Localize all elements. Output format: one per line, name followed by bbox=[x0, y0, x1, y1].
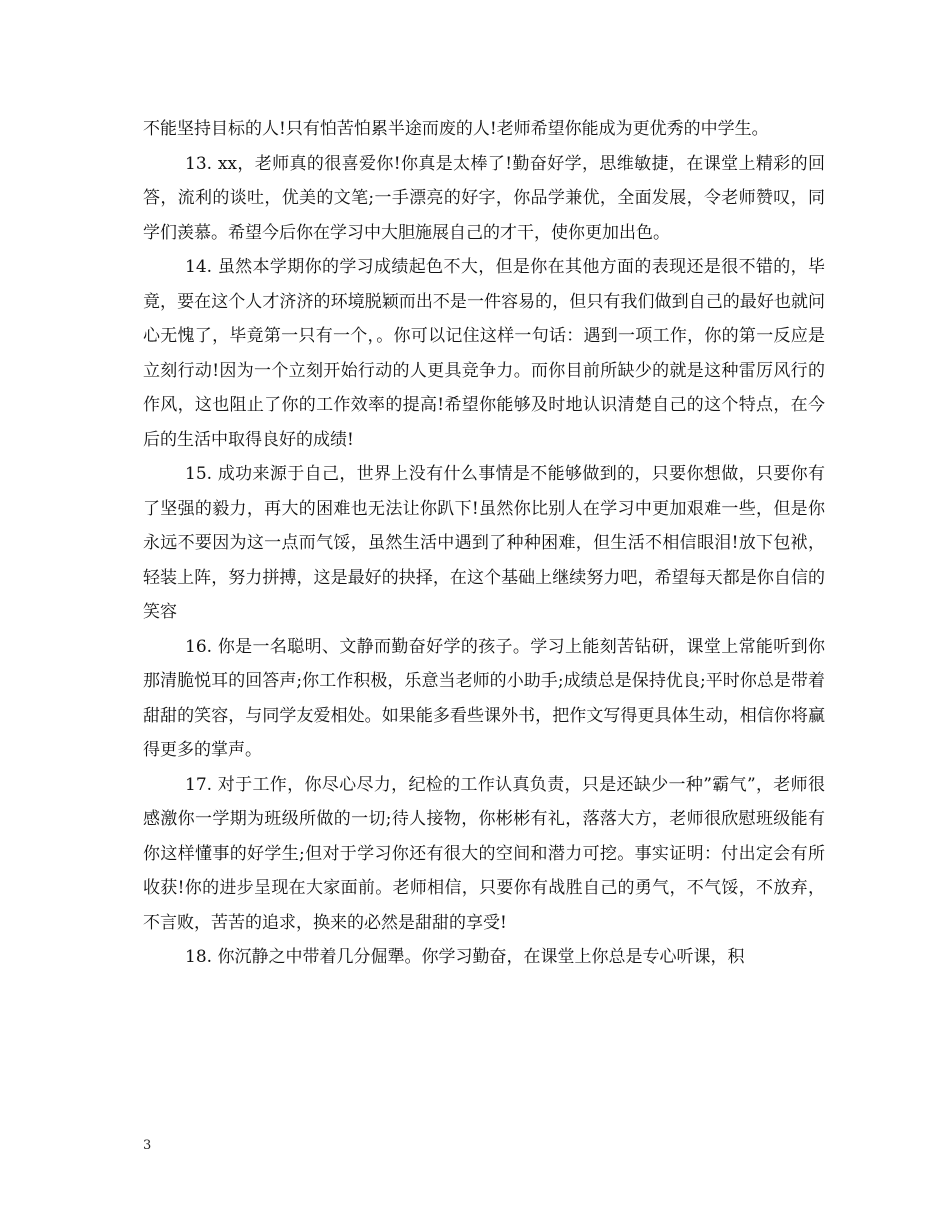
paragraph-18 bbox=[143, 940, 825, 975]
document-body bbox=[143, 112, 825, 975]
paragraph-text: 成功来源于自己，世界上没有什么事情是不能够做到的，只要你想做，只要你有了坚强的毅力，再大的困难也无法让你趴下!虽然你比别人在学习中更加艰难一些，但是你永远不要因为这一点而气馁，虽然生活中遇到了种种困难，但生活不相信眼泪!放下包袱，轻装上阵，努力拼搏，这是最好的抉择，在这个基础上继续努力吧，希望每天都是你自信的笑容 bbox=[143, 464, 825, 622]
paragraph-number: 13. bbox=[185, 153, 218, 174]
paragraph-15 bbox=[143, 457, 825, 630]
paragraph-13 bbox=[143, 147, 825, 251]
paragraph-16 bbox=[143, 630, 825, 768]
paragraph-text: 虽然本学期你的学习成绩起色不大，但是你在其他方面的表现还是很不错的，毕竟，要在这个人才济济的环境脱颖而出不是一件容易的，但只有我们做到自己的最好也就问心无愧了，毕竟第一只有一个，。你可以记住这样一句话：遇到一项工作，你的第一反应是立刻行动!因为一个立刻开始行动的人更具竞争力。而你目前所缺少的就是这种雷厉风行的作风，这也阻止了你的工作效率的提高!希望你能够及时地认识清楚自己的这个特点，在今后的生活中取得良好的成绩! bbox=[143, 257, 825, 450]
paragraph-text: 不能坚持目标的人!只有怕苦怕累半途而废的人!老师希望你能成为更优秀的中学生。 bbox=[143, 119, 769, 139]
paragraph-text: xx，老师真的很喜爱你!你真是太棒了!勤奋好学，思维敏捷，在课堂上精彩的回答，流利的谈吐，优美的文笔;一手漂亮的好字，你品学兼优，全面发展，令老师赞叹，同学们羡慕。希望今后你在学习中大胆施展自己的才干，使你更加出色。 bbox=[143, 153, 825, 243]
paragraph-number: 17. bbox=[185, 774, 218, 795]
paragraph-number: 14. bbox=[185, 257, 218, 277]
paragraph-17 bbox=[143, 768, 825, 941]
paragraph-number: 18. bbox=[185, 947, 218, 967]
paragraph-text: 你沉静之中带着几分倔犟。你学习勤奋，在课堂上你总是专心听课，积 bbox=[217, 947, 745, 967]
paragraph-continuation bbox=[143, 112, 825, 147]
paragraph-14 bbox=[143, 250, 825, 457]
paragraph-number: 16. bbox=[185, 636, 218, 657]
paragraph-text: 你是一名聪明、文静而勤奋好学的孩子。学习上能刻苦钻研，课堂上常能听到你那清脆悦耳的回答声;你工作积极，乐意当老师的小助手;成绩总是保持优良;平时你总是带着甜甜的笑容，与同学友爱相处。如果能多看些课外书，把作文写得更具体生动，相信你将赢得更多的掌声。 bbox=[143, 636, 825, 760]
paragraph-text: 对于工作，你尽心尽力，纪检的工作认真负责，只是还缺少一种”霸气”，老师很感激你一学期为班级所做的一切;待人接物，你彬彬有礼，落落大方，老师很欣慰班级能有你这样懂事的好学生;但对于学习你还有很大的空间和潜力可挖。事实证明：付出定会有所收获!你的进步呈现在大家面前。老师相信，只要你有战胜自己的勇气，不气馁，不放弃，不言败，苦苦的追求，换来的必然是甜甜的享受! bbox=[143, 774, 825, 933]
paragraph-number: 15. bbox=[185, 464, 218, 484]
page-number: 3 bbox=[143, 1138, 152, 1153]
